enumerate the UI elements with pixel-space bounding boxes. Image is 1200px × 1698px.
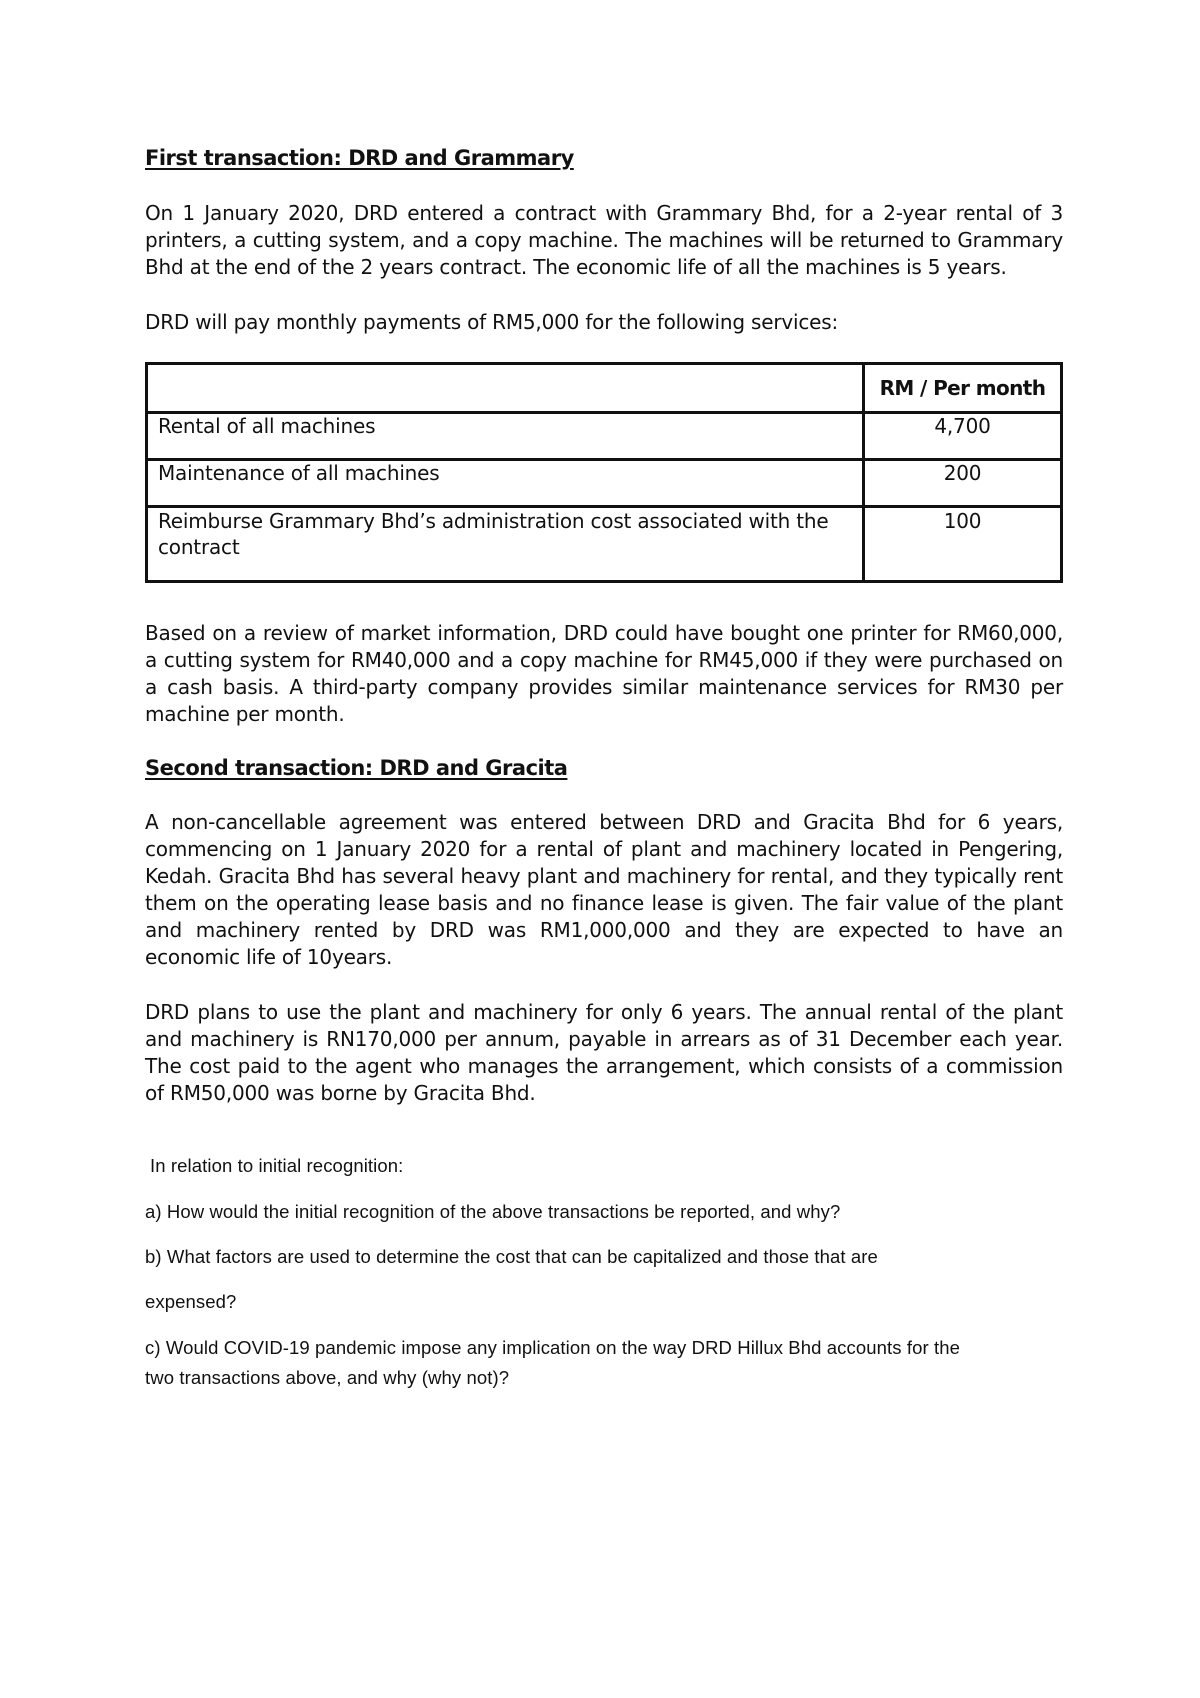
- table-header-row: [147, 364, 1062, 413]
- section-1-heading: First transaction: DRD and Grammary: [145, 146, 574, 170]
- section-2-heading: Second transaction: DRD and Gracita: [145, 756, 568, 780]
- questions-intro: In relation to initial recognition:: [150, 1155, 404, 1176]
- section-2-paragraph-2: DRD plans to use the plant and machinery for only 6 years. The annual rental of the plant and machinery is RN170,000 per annum, payable in arrears as of 31 December each year. The cost paid to the agent who manages the arrangement, which consists of a commission of RM50,000 was borne by Gracita Bhd.: [145, 1000, 1063, 1105]
- question-b-line-1: b) What factors are used to determine the cost that can be capitalized and those that are: [145, 1246, 878, 1267]
- question-c-line-1: c) Would COVID-19 pandemic impose any implication on the way DRD Hillux Bhd accounts for the: [145, 1337, 960, 1358]
- table-cell-description: Reimburse Grammary Bhd’s administration cost associated with the contract: [147, 507, 864, 582]
- section-1-paragraph-2: DRD will pay monthly payments of RM5,000 for the following services:: [145, 310, 839, 334]
- table-cell-amount: 100: [864, 507, 1062, 582]
- question-c-line-2: two transactions above, and why (why not)?: [145, 1367, 510, 1388]
- table-cell-description: Rental of all machines: [147, 413, 864, 460]
- section-1-paragraph-3: Based on a review of market information, DRD could have bought one printer for RM60,000, a cutting system for RM40,000 and a copy machine for RM45,000 if they were purchased on a cash basis. A third-party company provides similar maintenance services for RM30 per machine per month.: [145, 621, 1063, 726]
- table-cell-description: Maintenance of all machines: [147, 460, 864, 507]
- table-cell-amount: 4,700: [864, 413, 1062, 460]
- services-table: [145, 362, 1063, 583]
- table-cell-amount: 200: [864, 460, 1062, 507]
- table-row: [147, 507, 1062, 582]
- table-row: [147, 460, 1062, 507]
- section-2-paragraph-1: A non-cancellable agreement was entered between DRD and Gracita Bhd for 6 years, commencing on 1 January 2020 for a rental of plant and machinery located in Pengering, Kedah. Gracita Bhd has several heavy plant and machinery for rental, and they typically rent them on the operating lease basis and no finance lease is given. The fair value of the plant and machinery rented by DRD was RM1,000,000 and they are expected to have an economic life of 10years.: [145, 810, 1063, 969]
- section-1-paragraph-1: On 1 January 2020, DRD entered a contract with Grammary Bhd, for a 2-year rental of 3 printers, a cutting system, and a copy machine. The machines will be returned to Grammary Bhd at the end of the 2 years contract. The economic life of all the machines is 5 years.: [145, 201, 1063, 279]
- table-header-description: [147, 364, 864, 413]
- question-a: a) How would the initial recognition of the above transactions be reported, and why?: [145, 1201, 841, 1222]
- question-b-line-2: expensed?: [145, 1291, 237, 1312]
- table-header-amount: RM / Per month: [864, 364, 1062, 413]
- table-row: [147, 413, 1062, 460]
